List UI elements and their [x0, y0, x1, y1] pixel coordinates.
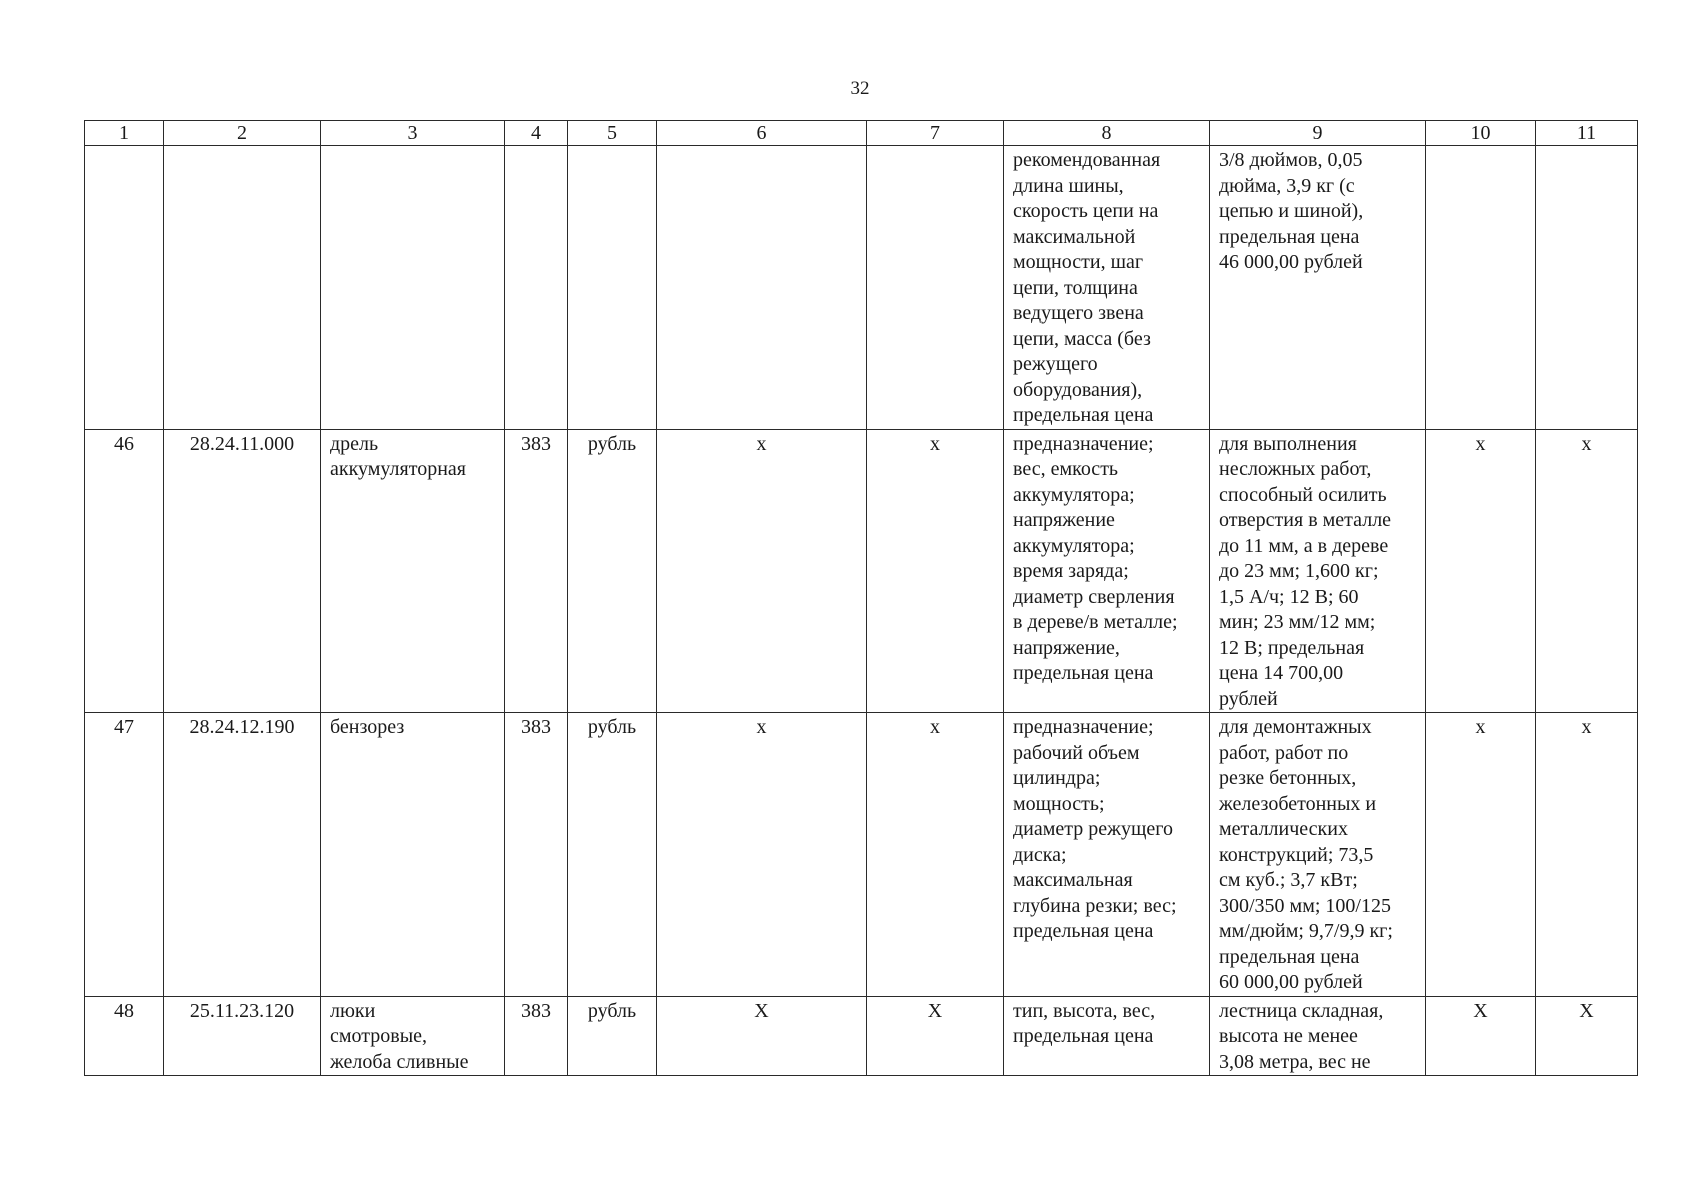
column-number: 6 [657, 121, 867, 146]
column-number: 4 [505, 121, 568, 146]
item-name: бензорез [321, 713, 505, 997]
unit-name: рубль [568, 429, 657, 713]
characteristics: предназначение; рабочий объем цилиндра; мощность; диаметр режущего диска; максимальная глубина резки; вес; предельная цена [1004, 713, 1210, 997]
row-number: 48 [85, 996, 164, 1076]
item-name: люки смотровые, желоба сливные [321, 996, 505, 1076]
characteristics: рекомендованная длина шины, скорость цепи на максимальной мощности, шаг цепи, толщина ведущего звена цепи, масса (без режущего оборудования), предельная цена [1004, 146, 1210, 430]
column-number: 7 [867, 121, 1004, 146]
column-6-value [657, 146, 867, 430]
column-10-value: Х [1426, 996, 1536, 1076]
specification-table [84, 120, 1638, 1076]
okpd-code: 25.11.23.120 [164, 996, 321, 1076]
characteristics: предназначение; вес, емкость аккумулятора; напряжение аккумулятора; время заряда; диаметр сверления в дереве/в металле; напряжение, предельная цена [1004, 429, 1210, 713]
unit-code: 383 [505, 429, 568, 713]
column-10-value: х [1426, 713, 1536, 997]
column-7-value: х [867, 429, 1004, 713]
column-number: 3 [321, 121, 505, 146]
column-6-value: х [657, 429, 867, 713]
row-number: 47 [85, 713, 164, 997]
okpd-code: 28.24.12.190 [164, 713, 321, 997]
column-11-value: Х [1536, 996, 1638, 1076]
row-number [85, 146, 164, 430]
column-number: 5 [568, 121, 657, 146]
column-10-value: х [1426, 429, 1536, 713]
unit-code: 383 [505, 996, 568, 1076]
table-row [85, 429, 1638, 713]
table-row [85, 996, 1638, 1076]
unit-name: рубль [568, 996, 657, 1076]
characteristic-values: для демонтажных работ, работ по резке бетонных, железобетонных и металлических конструкций; 73,5 см куб.; 3,7 кВт; 300/350 мм; 100/125 мм/дюйм; 9,7/9,9 кг; предельная цена 60 000,00 рублей [1210, 713, 1426, 997]
column-10-value [1426, 146, 1536, 430]
column-number-row [85, 121, 1638, 146]
okpd-code: 28.24.11.000 [164, 429, 321, 713]
unit-name: рубль [568, 713, 657, 997]
characteristics: тип, высота, вес, предельная цена [1004, 996, 1210, 1076]
column-number: 10 [1426, 121, 1536, 146]
column-number: 1 [85, 121, 164, 146]
table-row [85, 146, 1638, 430]
column-11-value [1536, 146, 1638, 430]
column-7-value [867, 146, 1004, 430]
column-11-value: х [1536, 429, 1638, 713]
characteristic-values: для выполнения несложных работ, способный осилить отверстия в металле до 11 мм, а в дереве до 23 мм; 1,600 кг; 1,5 А/ч; 12 В; 60 мин; 23 мм/12 мм; 12 В; предельная цена 14 700,00 рублей [1210, 429, 1426, 713]
page-number: 32 [850, 78, 870, 99]
column-6-value: х [657, 713, 867, 997]
characteristic-values: 3/8 дюймов, 0,05 дюйма, 3,9 кг (с цепью и шиной), предельная цена 46 000,00 рублей [1210, 146, 1426, 430]
characteristic-values: лестница складная, высота не менее 3,08 метра, вес не [1210, 996, 1426, 1076]
unit-name [568, 146, 657, 430]
column-number: 8 [1004, 121, 1210, 146]
item-name: дрель аккумуляторная [321, 429, 505, 713]
okpd-code [164, 146, 321, 430]
column-number: 2 [164, 121, 321, 146]
table-row [85, 713, 1638, 997]
column-6-value: Х [657, 996, 867, 1076]
column-number: 9 [1210, 121, 1426, 146]
column-7-value: х [867, 713, 1004, 997]
item-name [321, 146, 505, 430]
column-11-value: х [1536, 713, 1638, 997]
row-number: 46 [85, 429, 164, 713]
column-7-value: Х [867, 996, 1004, 1076]
unit-code: 383 [505, 713, 568, 997]
unit-code [505, 146, 568, 430]
column-number: 11 [1536, 121, 1638, 146]
